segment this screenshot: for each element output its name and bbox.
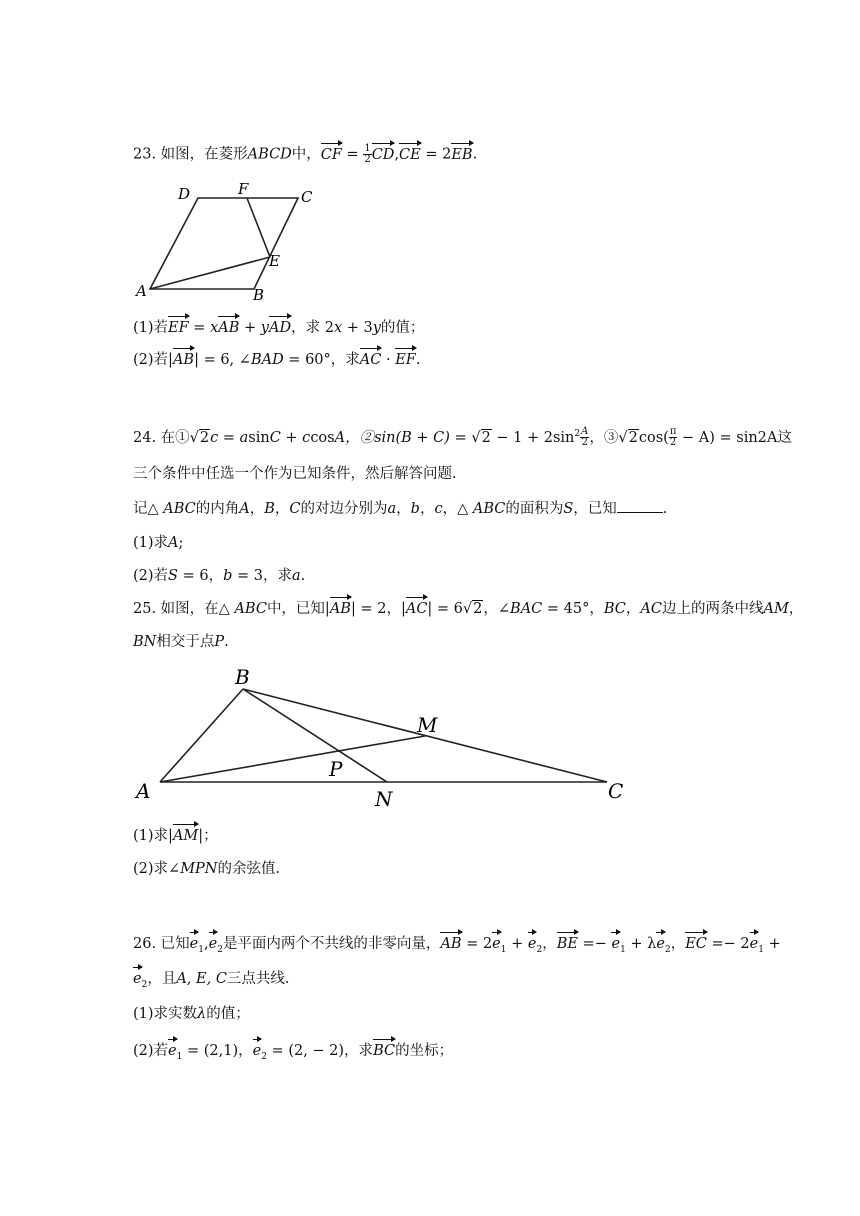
median-am bbox=[160, 736, 425, 782]
label-c: C bbox=[608, 779, 624, 803]
q26-statement: 26. 已知$e_1,e_2$是平面内两个不共线的非零向量，AB = $2e_1 + e_2$，BE =− $e_1 + \lambda e_2$，EC =− $2e_1$ + bbox=[133, 936, 781, 955]
label-b: B bbox=[253, 286, 265, 304]
rhombus-figure bbox=[130, 178, 330, 306]
q25-line2: BN相交于点P. bbox=[133, 634, 229, 650]
q25-part1: (1)求|AM|； bbox=[133, 828, 218, 844]
label-d: D bbox=[178, 185, 191, 203]
q25-statement: 25. 如图，在△ ABC中，已知|AB| = 2，|AC| = 6√2，∠BAC = 45°，BC，AC边上的两条中线AM， bbox=[133, 601, 804, 617]
side-ab bbox=[160, 689, 243, 782]
q23-statement: 23. 如图，在菱形ABCD中，CF = $\frac{1}{2}$ CD,CE = 2EB. bbox=[133, 143, 478, 165]
label-f: F bbox=[238, 180, 249, 198]
triangle-figure bbox=[130, 660, 640, 812]
label-e: E bbox=[269, 252, 280, 270]
q23-part1: (1)若EF = xAB + yAD，求 2x + 3y的值； bbox=[133, 320, 425, 336]
segment-ae bbox=[150, 257, 270, 289]
label-m: M bbox=[417, 713, 438, 737]
label-c: C bbox=[301, 188, 313, 206]
label-p: P bbox=[329, 757, 343, 781]
label-n: N bbox=[375, 787, 393, 811]
q26-part2: (2)若$e_1 = (2,1)$，$e_2 = (2$, − 2)，求BC的坐标； bbox=[133, 1043, 454, 1062]
median-bn bbox=[243, 689, 387, 782]
answer-blank[interactable] bbox=[617, 498, 663, 513]
q24-part2: (2)若S = 6，b = 3，求a. bbox=[133, 568, 306, 584]
label-a: A bbox=[136, 779, 151, 803]
q26-line2: $e_2$，且A, E, C三点共线. bbox=[133, 971, 290, 990]
q23-part2: (2)若|AB| = 6, ∠BAD = 60°，求AC · EF. bbox=[133, 352, 421, 368]
label-b: B bbox=[235, 665, 250, 689]
q26-part1: (1)求实数λ的值； bbox=[133, 1006, 250, 1022]
label-a: A bbox=[136, 282, 147, 300]
q24-statement: 24. 在①√2c = asinC + ccosA，②sin(B + $C) = √2 - 1 + 2\sin^2$ $\frac{A}{2}$ ，③√2cos( $\frac{\pi}{2}$ − A) = sin2A这 bbox=[133, 426, 792, 449]
q24-line2: 三个条件中任选一个作为已知条件，然后解答问题. bbox=[133, 466, 457, 482]
rhombus-outline bbox=[150, 198, 298, 289]
q24-line3: 记△ ABC的内角A，B，C的对边分别为a，b，c，△ ABC的面积为S，已知 . bbox=[133, 498, 667, 519]
q24-part1: (1)求A; bbox=[133, 535, 184, 551]
segment-fe bbox=[247, 198, 270, 257]
q25-part2: (2)求∠MPN的余弦值. bbox=[133, 861, 281, 877]
